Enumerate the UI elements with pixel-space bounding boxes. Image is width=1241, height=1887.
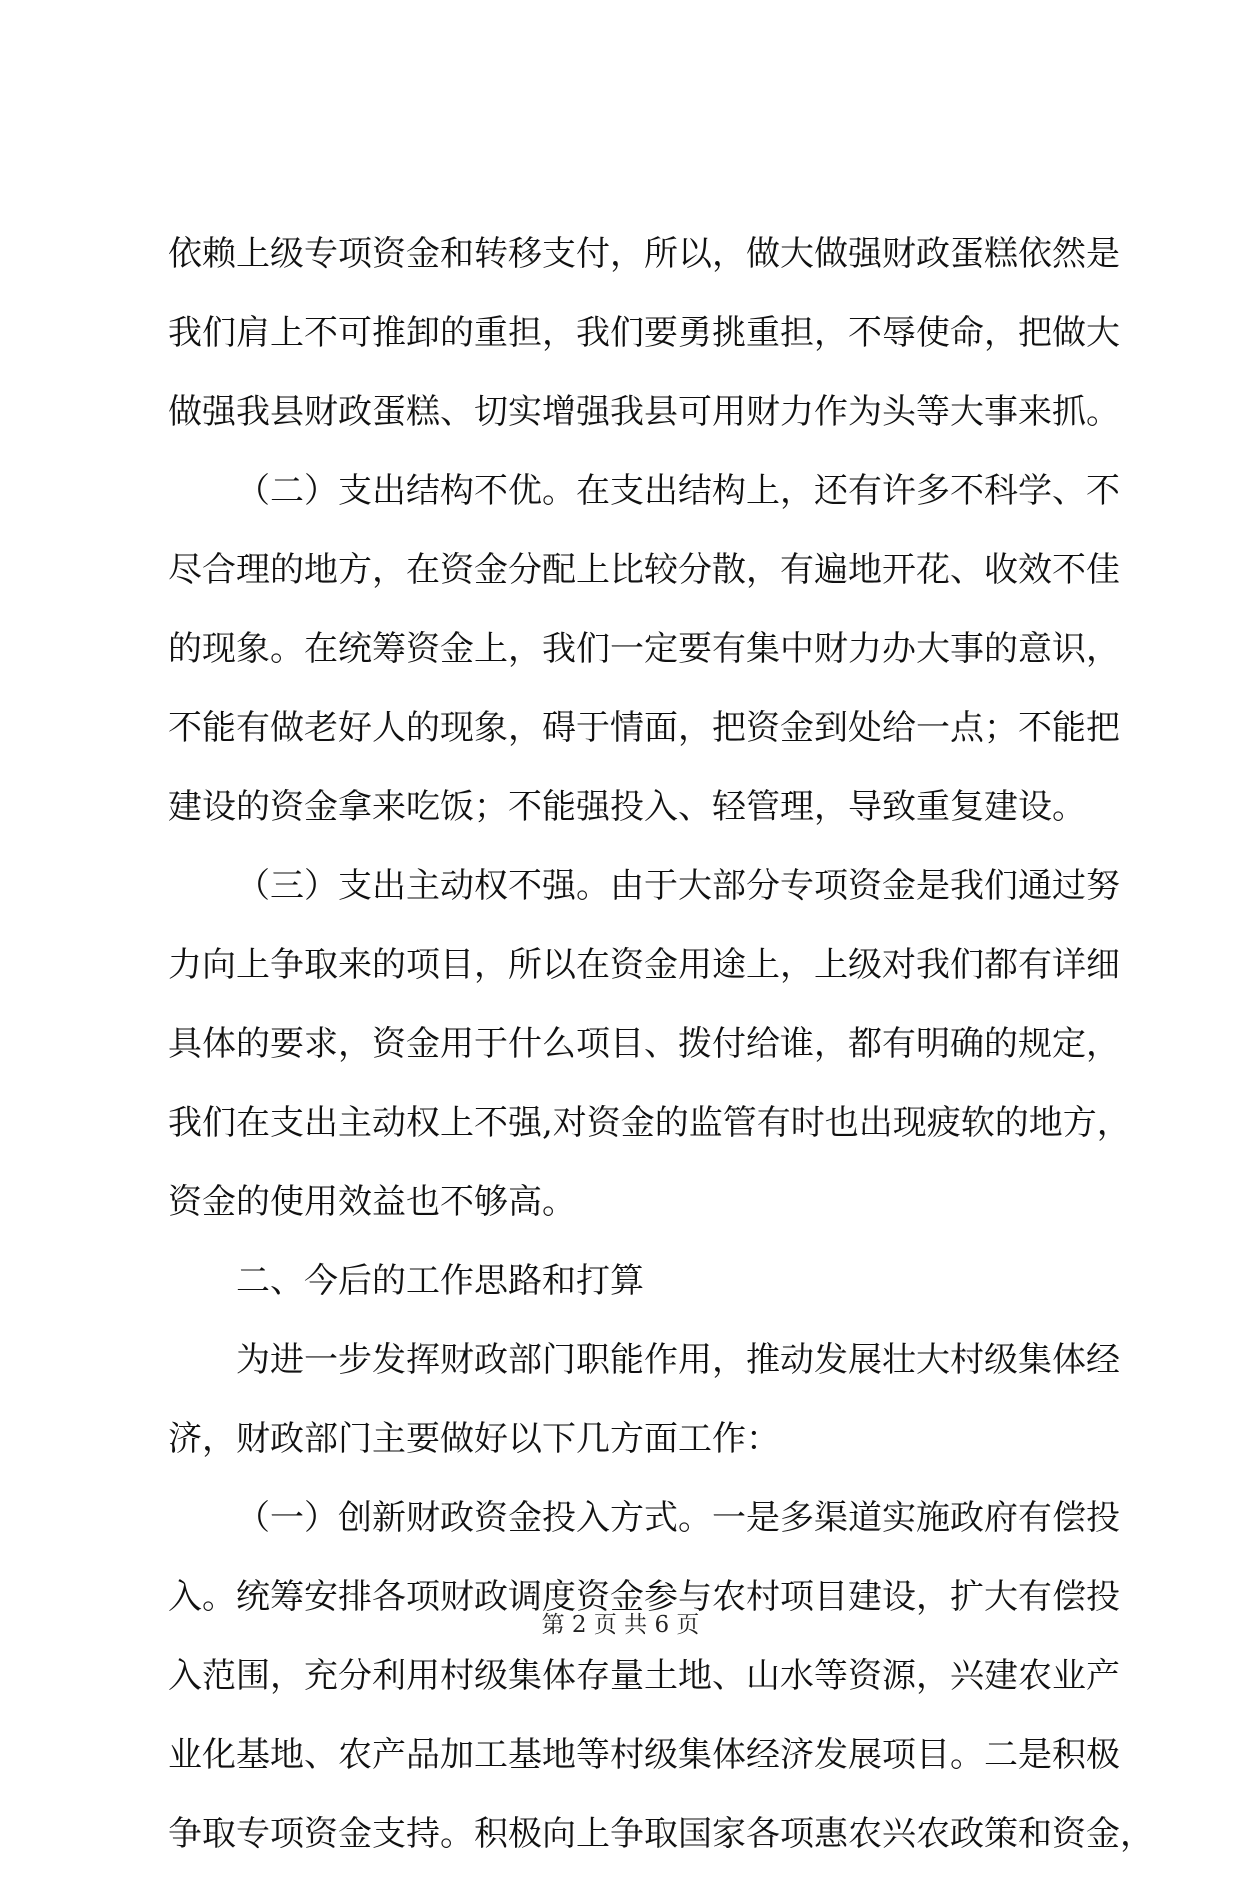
text-line: 我们在支出主动权上不强,对资金的监管有时也出现疲软的地方， — [168, 1103, 1131, 1143]
text-line: 入范围，充分利用村级集体存量土地、山水等资源，兴建农业产 — [168, 1656, 1120, 1696]
text-line: 不能有做老好人的现象，碍于情面，把资金到处给一点；不能把 — [168, 708, 1120, 748]
text-line: （三）支出主动权不强。由于大部分专项资金是我们通过努 — [236, 866, 1120, 906]
text-line: 尽合理的地方，在资金分配上比较分散，有遍地开花、收效不佳 — [168, 550, 1120, 590]
text-line: 力向上争取来的项目，所以在资金用途上，上级对我们都有详细 — [168, 945, 1120, 985]
text-line: 建设的资金拿来吃饭；不能强投入、轻管理，导致重复建设。 — [168, 787, 1086, 827]
text-line: 为进一步发挥财政部门职能作用，推动发展壮大村级集体经 — [236, 1340, 1120, 1380]
text-line: （二）支出结构不优。在支出结构上，还有许多不科学、不 — [236, 471, 1120, 511]
text-line: 资金的使用效益也不够高。 — [168, 1182, 576, 1222]
text-line: 二、今后的工作思路和打算 — [236, 1261, 644, 1301]
text-line: 我们肩上不可推卸的重担，我们要勇挑重担，不辱使命，把做大 — [168, 313, 1120, 353]
text-line: 的现象。在统筹资金上，我们一定要有集中财力办大事的意识， — [168, 629, 1120, 669]
text-line: 入。统筹安排各项财政调度资金参与农村项目建设，扩大有偿投 — [168, 1577, 1120, 1617]
page-footer: 第 2 页 共 6 页 — [541, 1612, 700, 1638]
text-line: 依赖上级专项资金和转移支付，所以，做大做强财政蛋糕依然是 — [168, 234, 1120, 274]
text-line: 做强我县财政蛋糕、切实增强我县可用财力作为头等大事来抓。 — [168, 392, 1120, 432]
text-line: 争取专项资金支持。积极向上争取国家各项惠农兴农政策和资金， — [168, 1814, 1154, 1854]
text-line: 具体的要求，资金用于什么项目、拨付给谁，都有明确的规定， — [168, 1024, 1120, 1064]
text-line: 济，财政部门主要做好以下几方面工作： — [168, 1419, 780, 1459]
text-line: 业化基地、农产品加工基地等村级集体经济发展项目。二是积极 — [168, 1735, 1120, 1775]
text-line: （一）创新财政资金投入方式。一是多渠道实施政府有偿投 — [236, 1498, 1120, 1538]
